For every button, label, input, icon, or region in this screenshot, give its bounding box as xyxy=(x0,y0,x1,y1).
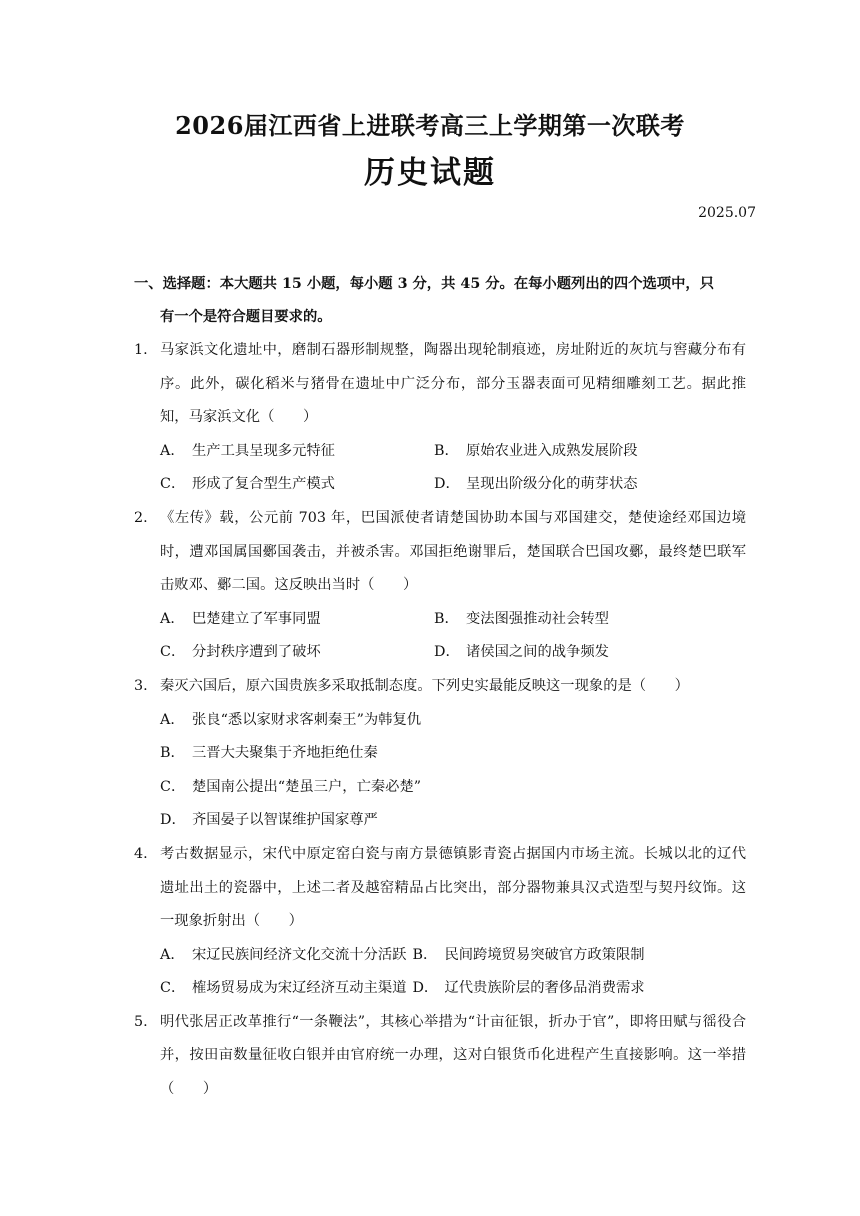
option-a[interactable] xyxy=(160,939,412,973)
option-c[interactable] xyxy=(160,468,434,502)
option-d[interactable] xyxy=(160,804,746,838)
option-letter: C． xyxy=(160,644,186,661)
option-a[interactable] xyxy=(160,704,746,738)
question-number: 3. xyxy=(134,677,148,694)
question-4 xyxy=(134,838,746,1006)
option-b[interactable] xyxy=(412,939,650,973)
option-text: 张良“悉以家财求客刺秦王”为韩复仇 xyxy=(192,711,422,728)
option-b[interactable] xyxy=(434,435,708,469)
option-letter: A． xyxy=(160,946,185,963)
option-c[interactable] xyxy=(160,972,412,1006)
option-c[interactable] xyxy=(160,636,434,670)
option-list xyxy=(134,603,746,670)
option-text: 呈现出阶级分化的萌芽状态 xyxy=(466,476,638,493)
question-stem: 秦灭六国后，原六国贵族多采取抵制态度。下列史实最能反映这一现象的是（ ） xyxy=(160,677,689,694)
subject-title: 历史试题 xyxy=(364,155,496,191)
option-a[interactable] xyxy=(160,435,434,469)
option-letter: A． xyxy=(160,711,185,728)
option-text: 巴楚建立了军事同盟 xyxy=(192,610,321,627)
option-letter: D． xyxy=(434,644,460,661)
question-stem: 《左传》载，公元前 703 年，巴国派使者请楚国协助本国与邓国建交，楚使途经邓国边境时，遭邓国属国鄾国袭击，并被杀害。邓国拒绝谢罪后，楚国联合巴国攻鄾，最终楚巴联军击败邓、鄾二国。这反映出当时（ ） xyxy=(160,509,746,594)
option-letter: D． xyxy=(434,476,460,493)
option-a[interactable] xyxy=(160,603,434,637)
section-heading-line-1: 一、选择题：本大题共 15 小题，每小题 3 分，共 45 分。在每小题列出的四个选项中，只 xyxy=(134,276,714,292)
option-list xyxy=(134,435,746,502)
option-letter: C． xyxy=(160,476,186,493)
option-c[interactable] xyxy=(160,771,746,805)
option-text: 变法图强推动社会转型 xyxy=(466,610,609,627)
option-text: 辽代贵族阶层的奢侈品消费需求 xyxy=(444,980,645,997)
question-5 xyxy=(134,1006,746,1107)
option-d[interactable] xyxy=(434,636,708,670)
question-1 xyxy=(134,334,746,502)
option-letter: A． xyxy=(160,610,185,627)
option-d[interactable] xyxy=(412,972,650,1006)
option-text: 宋辽民族间经济文化交流十分活跃 xyxy=(192,946,407,963)
option-text: 形成了复合型生产模式 xyxy=(192,476,335,493)
option-list xyxy=(134,704,746,838)
question-stem: 明代张居正改革推行“一条鞭法”，其核心举措为“计亩征银，折办于官”，即将田赋与徭役合并，按田亩数量征收白银并由官府统一办理，这对白银货币化进程产生直接影响。这一举措（ ） xyxy=(160,1013,746,1098)
section-heading-line-2: 有一个是符合题目要求的。 xyxy=(160,309,332,325)
section-heading xyxy=(134,268,746,334)
option-d[interactable] xyxy=(434,468,708,502)
option-text: 三晋大夫聚集于齐地拒绝仕秦 xyxy=(192,745,378,762)
option-letter: D． xyxy=(412,980,439,997)
question-number: 2. xyxy=(134,509,148,526)
option-letter: D． xyxy=(160,812,186,829)
exam-date: 2025.07 xyxy=(698,205,756,221)
question-number: 5. xyxy=(134,1013,148,1030)
option-text: 生产工具呈现多元特征 xyxy=(192,442,335,459)
option-b[interactable] xyxy=(434,603,708,637)
question-list xyxy=(134,334,746,1107)
question-number: 1. xyxy=(134,342,148,358)
question-stem: 考古数据显示，宋代中原定窑白瓷与南方景德镇影青瓷占据国内市场主流。长城以北的辽代遗址出土的瓷器中，上述二者及越窑精品占比突出，部分器物兼具汉式造型与契丹纹饰。这一现象折射出（ ） xyxy=(160,845,746,930)
option-text: 齐国晏子以智谋维护国家尊严 xyxy=(192,812,378,829)
option-letter: C． xyxy=(160,778,186,795)
option-text: 诸侯国之间的战争频发 xyxy=(466,644,609,661)
option-letter: C． xyxy=(160,980,186,997)
option-list xyxy=(134,939,746,1006)
option-text: 原始农业进入成熟发展阶段 xyxy=(466,442,638,459)
option-letter: A． xyxy=(160,442,185,459)
question-stem: 马家浜文化遗址中，磨制石器形制规整，陶器出现轮制痕迹，房址附近的灰坑与窖藏分布有序。此外，碳化稻米与猪骨在遗址中广泛分布，部分玉器表面可见精细雕刻工艺。据此推知，马家浜文化（ ） xyxy=(160,342,746,426)
option-text: 楚国南公提出“楚虽三户，亡秦必楚” xyxy=(192,778,422,795)
option-letter: B． xyxy=(160,745,185,762)
question-3 xyxy=(134,670,746,838)
exam-title: 2026届江西省上进联考高三上学期第一次联考 xyxy=(175,111,685,140)
option-letter: B． xyxy=(434,610,459,627)
option-text: 分封秩序遭到了破坏 xyxy=(192,644,321,661)
option-text: 榷场贸易成为宋辽经济互动主渠道 xyxy=(192,980,407,997)
option-letter: B． xyxy=(434,442,459,459)
question-2 xyxy=(134,502,746,670)
question-number: 4. xyxy=(134,845,148,862)
option-text: 民间跨境贸易突破官方政策限制 xyxy=(444,946,645,963)
option-b[interactable] xyxy=(160,737,746,771)
option-letter: B． xyxy=(412,946,438,963)
